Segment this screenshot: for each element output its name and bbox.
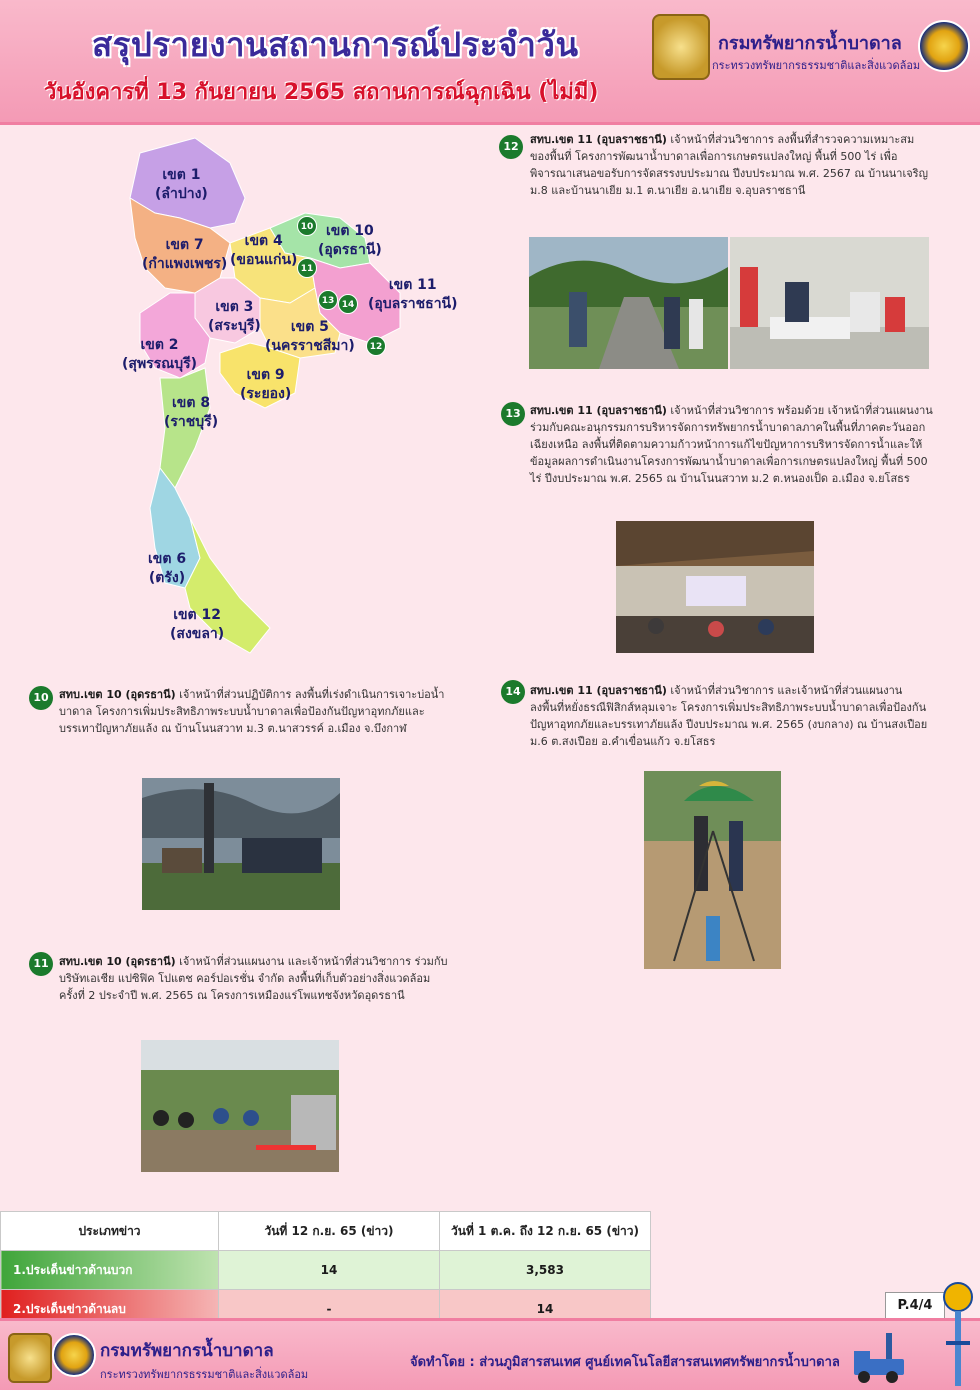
map-label-region-6 [148, 550, 186, 588]
map-label-region-12 [170, 606, 224, 644]
map-label-region-8 [164, 394, 218, 432]
news-body: เจ้าหน้าที่ส่วนวิชาการ พร้อมด้วย เจ้าหน้าที่ส่วนแผนงาน ร่วมกับคณะอนุกรรมการบริหารจัดการทรัพยากรน้ำบาดาลภาคในพื้นที่ภาคตะวันออกเฉียงเหนือ ลงพื้นที่ติดตามความก้าวหน้าการแก้ไขปัญหาการบริหารจัดการน้ำและให้ข้อมูลผลการดำเนินงานโครงการพัฒนาน้ำบาดาลเพื่อการเกษตรแปลงใหญ่ พื้นที่ 500 ไร่ ปีงบประมาณ พ.ศ. 2565 ณ บ้านโนนสวาท ม.2 ต.หนองเป็ด อ.เมือง จ.ยโสธร [530, 404, 933, 485]
map-label-line: (อุดรธานี) [318, 242, 382, 258]
thailand-region-map [100, 128, 460, 668]
news-photo [142, 778, 340, 910]
ministry-seal-icon [52, 1333, 96, 1377]
footer-dept-name: กรมทรัพยากรน้ำบาดาล [100, 1341, 274, 1361]
map-label-line: เขต 8 [172, 395, 211, 411]
map-label-line: (สงขลา) [170, 626, 225, 642]
table-header-cell: ประเภทข่าว [1, 1212, 219, 1251]
department-seal-icon [8, 1333, 52, 1383]
map-label-region-5 [265, 318, 355, 356]
map-marker-11[interactable]: 11 [297, 258, 317, 278]
map-label-line: (ระยอง) [240, 386, 292, 402]
table-cell-day: - [219, 1290, 440, 1329]
news-number-badge: 10 [29, 686, 53, 710]
table-row-positive [1, 1251, 651, 1290]
news-number-badge: 11 [29, 952, 53, 976]
table-header-cell: วันที่ 12 ก.ย. 65 (ข่าว) [219, 1212, 440, 1251]
map-label-line: (นครราชสีมา) [265, 338, 355, 354]
news-summary-table [0, 1211, 651, 1329]
map-label-region-4 [230, 232, 297, 270]
map-label-line: (ขอนแก่น) [230, 252, 298, 268]
map-label-region-11 [368, 276, 458, 314]
news-headline: สทบ.เขต 11 (อุบลราชธานี) [530, 133, 667, 146]
news-number-badge: 12 [499, 135, 523, 159]
map-marker-13[interactable]: 13 [318, 290, 338, 310]
page-footer [0, 1318, 980, 1390]
header-ministry: กระทรวงทรัพยากรธรรมชาติและสิ่งแวดล้อม [712, 59, 921, 72]
map-label-region-10 [318, 222, 382, 260]
ministry-seal-icon [918, 20, 970, 72]
map-label-line: (อุบลราชธานี) [368, 296, 458, 312]
news-photo [616, 521, 814, 653]
page-subtitle: วันอังคารที่ 13 กันยายน 2565 สถานการณ์ฉุกเฉิน (ไม่มี) [44, 80, 599, 105]
news-item-14 [530, 682, 930, 750]
news-headline: สทบ.เขต 10 (อุดรธานี) [59, 955, 176, 968]
map-marker-10[interactable]: 10 [297, 216, 317, 236]
news-item-13 [530, 402, 935, 487]
news-number-badge: 14 [501, 680, 525, 704]
news-item-11 [59, 953, 451, 1004]
map-label-line: เขต 6 [148, 551, 187, 567]
news-body: เจ้าหน้าที่ส่วนปฏิบัติการ ลงพื้นที่เร่งดำเนินการเจาะบ่อน้ำบาดาล โครงการเพิ่มประสิทธิภาพระบบน้ำบาดาลเพื่อป้องกันปัญหาอุทกภัยและบรรเทาปัญหาภัยแล้ง ณ บ้านโนนสวาท ม.3 ต.นาสวรรค์ อ.เมือง จ.บึงกาฬ [59, 688, 445, 735]
news-photo [644, 771, 781, 969]
news-number-badge: 13 [501, 402, 525, 426]
map-label-line: เขต 1 [162, 167, 201, 183]
news-headline: สทบ.เขต 11 (อุบลราชธานี) [530, 684, 667, 697]
map-label-line: เขต 5 [290, 319, 329, 335]
news-item-12 [530, 131, 930, 199]
water-tower-icon [940, 1281, 976, 1386]
page-header [0, 0, 980, 125]
drilling-truck-icon [848, 1329, 910, 1385]
map-label-line: เขต 7 [165, 237, 204, 253]
table-header-cell: วันที่ 1 ต.ค. ถึง 12 ก.ย. 65 (ข่าว) [440, 1212, 651, 1251]
news-photo [141, 1040, 339, 1172]
page-title: สรุปรายงานสถานการณ์ประจำวัน [92, 25, 579, 64]
map-label-line: เขต 3 [215, 299, 254, 315]
map-marker-12[interactable]: 12 [366, 336, 386, 356]
news-photo [529, 237, 728, 369]
news-item-10 [59, 686, 451, 737]
table-cell-day: 14 [219, 1251, 440, 1290]
map-label-region-3 [208, 298, 261, 336]
table-header-row [1, 1212, 651, 1251]
map-label-line: (ตรัง) [148, 570, 186, 586]
map-label-line: (สุพรรณบุรี) [122, 356, 198, 372]
news-body: เจ้าหน้าที่ส่วนแผนงาน และเจ้าหน้าที่ส่วนวิชาการ ร่วมกับบริษัทเอเชีย แปซิฟิค โปแตช คอร์ปอเรชั่น จำกัด ลงพื้นที่เก็บตัวอย่างสิ่งแวดล้อม ครั้งที่ 2 ประจำปี พ.ศ. 2565 ณ โครงการเหมืองแร่โพแทชจังหวัดอุดรธานี [59, 955, 448, 1002]
map-label-region-9 [240, 366, 291, 404]
department-seal-icon [652, 14, 710, 80]
map-label-line: เขต 2 [140, 337, 179, 353]
map-label-line: (ลำปาง) [155, 186, 208, 202]
map-label-region-2 [122, 336, 197, 374]
news-body: เจ้าหน้าที่ส่วนวิชาการ และเจ้าหน้าที่ส่วนแผนงาน ลงพื้นที่หยั่งธรณีฟิสิกส์หลุมเจาะ โครงการเพิ่มประสิทธิภาพระบบน้ำบาดาลเพื่อป้องกันปัญหาอุทกภัยและบรรเทาภัยแล้ง ปีงบประมาณ พ.ศ. 2565 (งบกลาง) ณ บ้านสงเปือย ม.6 ต.สงเปือย อ.คำเขื่อนแก้ว จ.ยโสธร [530, 684, 928, 748]
news-headline: สทบ.เขต 11 (อุบลราชธานี) [530, 404, 667, 417]
page-number: P.4/4 [885, 1292, 945, 1320]
header-dept-name: กรมทรัพยากรน้ำบาดาล [718, 33, 902, 54]
map-label-line: เขต 11 [388, 277, 437, 293]
map-label-line: (ราชบุรี) [164, 414, 219, 430]
map-label-line: เขต 9 [246, 367, 285, 383]
map-label-line: เขต 12 [173, 607, 221, 623]
table-cell-label: 1.ประเด็นข่าวด้านบวก [1, 1251, 219, 1290]
news-body: เจ้าหน้าที่ส่วนวิชาการ ลงพื้นที่สำรวจความเหมาะสมของพื้นที่ โครงการพัฒนาน้ำบาดาลเพื่อการเกษตรแปลงใหญ่ พื้นที่ 500 ไร่ เพื่อพิจารณาเสนอขอรับการจัดสรรงบประมาณ ปีงบประมาณ พ.ศ. 2567 ณ บ้านนาเจริญ ม.8 และบ้านนาเยีย ม.1 ต.นาเยีย อ.นาเยีย จ.อุบลราชธานี [530, 133, 928, 197]
table-cell-total: 3,583 [440, 1251, 651, 1290]
news-headline: สทบ.เขต 10 (อุดรธานี) [59, 688, 176, 701]
map-label-line: (สระบุรี) [208, 318, 261, 334]
map-label-region-1 [155, 166, 208, 204]
map-label-line: เขต 10 [325, 223, 374, 239]
map-label-region-7 [142, 236, 227, 274]
map-label-line: (กำแพงเพชร) [142, 256, 228, 272]
news-photo [730, 237, 929, 369]
footer-credit: จัดทำโดย : ส่วนภูมิสารสนเทศ ศูนย์เทคโนโลยีสารสนเทศทรัพยากรน้ำบาดาล [410, 1355, 840, 1370]
table-cell-total: 14 [440, 1290, 651, 1329]
footer-ministry: กระทรวงทรัพยากรธรรมชาติและสิ่งแวดล้อม [100, 1368, 309, 1381]
table-cell-label: 2.ประเด็นข่าวด้านลบ [1, 1290, 219, 1329]
map-marker-14[interactable]: 14 [338, 294, 358, 314]
map-label-line: เขต 4 [244, 233, 283, 249]
